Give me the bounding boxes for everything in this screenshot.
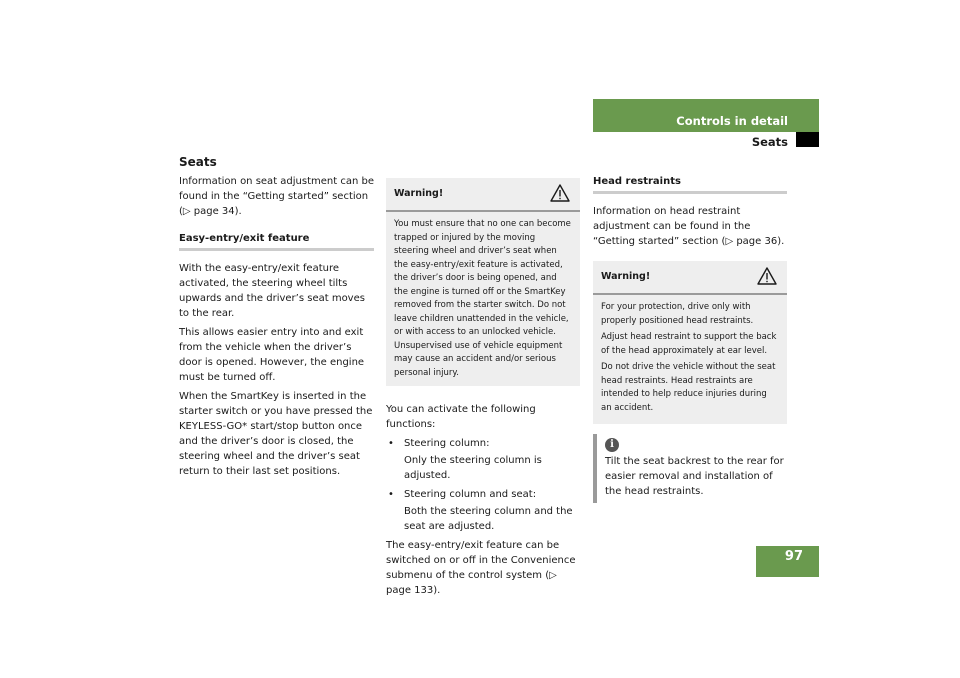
function-label: Steering column: [404,438,490,449]
paragraph: This allows easier entry into and exit from the vehicle when the driver’s door is opened. However, the engine must be turned off. [179,327,365,383]
warning-title: Warning! [601,271,651,282]
warning-header [593,261,787,295]
warning-box [386,178,580,386]
warning-text: You must ensure that no one can become trapped or injured by the moving steering wheel and driver’s seat when the easy-entry/exit feature is activated, the driver’s door is being opened, and the engine is turned off or the SmartKey removed from the starter switch. Do not leave children unattended in the vehicle, or with access to an unlocked vehicle. Unsupervised use of vehicle equipment may cause an accident and/or serious personal injury. [394,219,571,378]
note-text: Tilt the seat backrest to the rear for easier removal and installation of the head restraints. [605,456,784,497]
right-column [593,174,787,503]
warning-paragraph: For your protection, drive only with properly positioned head restraints. [601,302,754,326]
header-marker [796,132,819,147]
left-column [179,154,374,483]
page-title: Seats [179,155,217,169]
functions-section [386,402,580,598]
bullet-icon: • [388,489,394,500]
easy-entry-heading: Easy-entry/exit feature [179,233,310,244]
list-item [386,436,580,451]
warning-triangle-icon [550,184,570,202]
info-icon: i [605,438,619,452]
function-detail: Only the steering column is adjusted. [404,455,542,481]
head-restraints-heading: Head restraints [593,176,681,187]
heading-rule [593,191,787,194]
head-restraints-intro: Information on head restraint adjustment can be found in the “Getting started” section (▷ page 36). [593,206,785,247]
closing-paragraph: The easy-entry/exit feature can be switched on or off in the Convenience submenu of the control system (▷ page 133). [386,540,576,596]
warning-paragraph: Adjust head restraint to support the back of the head approximately at ear level. [601,332,777,356]
page-number: 97 [784,549,803,564]
seats-intro: Information on seat adjustment can be found in the “Getting started” section (▷ page 34). [179,176,374,217]
paragraph: With the easy-entry/exit feature activated, the steering wheel tilts upwards and the driver’s seat moves to the rear. [179,263,365,319]
bullet-icon: • [388,438,394,449]
middle-column [386,178,580,602]
note-content [597,434,787,503]
warning-title: Warning! [394,188,444,199]
warning-text [593,295,787,424]
functions-intro: You can activate the following functions: [386,404,536,430]
paragraph: When the SmartKey is inserted in the starter switch or you have pressed the KEYLESS-GO* start/stop button once and the driver’s door is closed, the steering wheel and the driver’s seat return to their last set positions. [179,391,373,477]
warning-box [593,261,787,424]
function-detail: Both the steering column and the seat are adjusted. [404,506,573,532]
heading-rule [179,248,374,251]
subsection-title: Seats [751,135,788,149]
function-label: Steering column and seat: [404,489,537,500]
warning-header [386,178,580,212]
note-box [593,434,787,503]
list-item [386,487,580,502]
warning-triangle-icon [757,267,777,285]
section-title: Controls in detail [676,114,788,128]
warning-paragraph: Do not drive the vehicle without the seat head restraints. Head restraints are intended to help reduce injuries during an accident. [601,362,776,413]
